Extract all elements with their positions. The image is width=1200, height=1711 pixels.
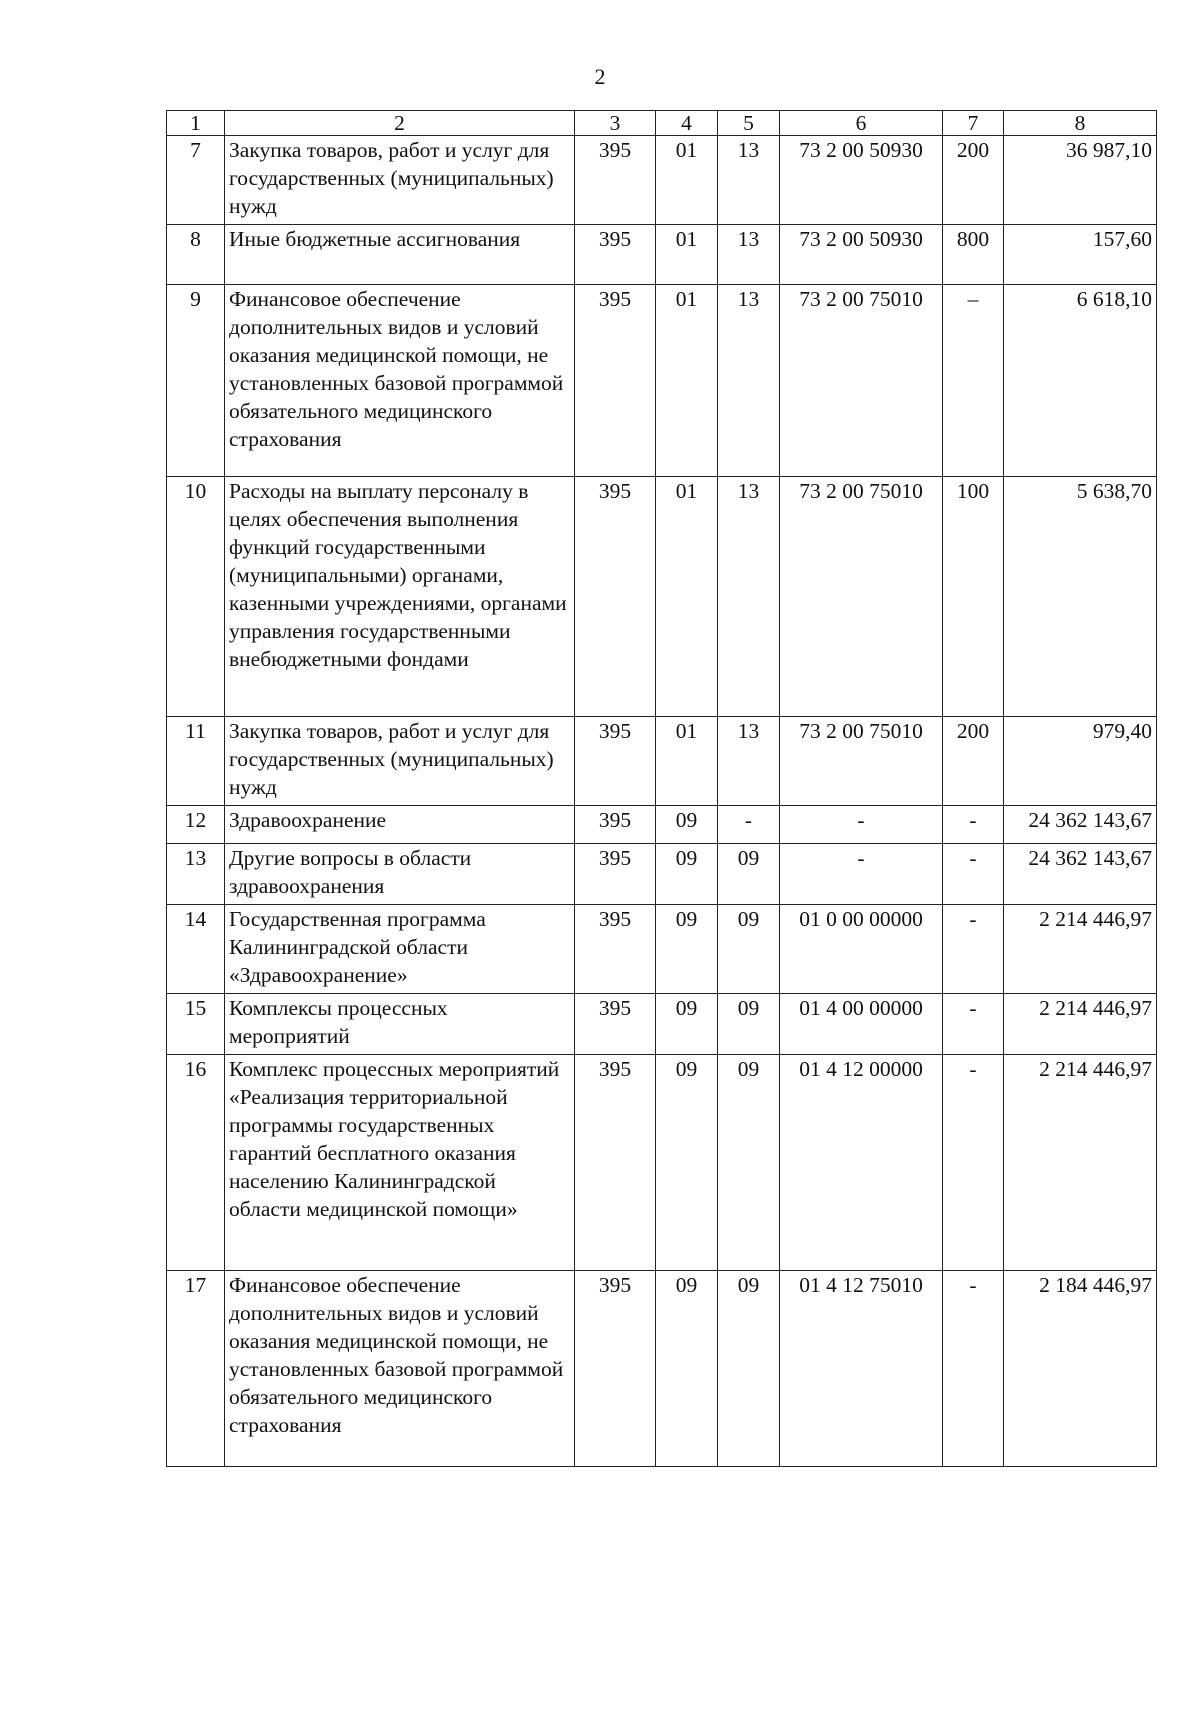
code-col-5: 09 (718, 844, 780, 905)
code-col-6: 01 0 00 00000 (780, 905, 943, 994)
item-name: Закупка товаров, работ и услуг для государственных (муниципальных) нужд (225, 717, 575, 806)
code-col-5: 13 (718, 136, 780, 225)
code-col-6: 73 2 00 75010 (780, 477, 943, 717)
amount: 6 618,10 (1004, 285, 1157, 477)
row-number: 8 (167, 225, 225, 285)
code-col-6: 01 4 12 00000 (780, 1055, 943, 1271)
row-number: 13 (167, 844, 225, 905)
code-col-7: – (943, 285, 1004, 477)
col-header-4: 4 (656, 111, 718, 136)
row-number: 10 (167, 477, 225, 717)
item-name: Комплекс процессных мероприятий «Реализация территориальной программы государственных гарантий бесплатного оказания населению Калининградской области медицинской помощи» (225, 1055, 575, 1271)
amount: 979,40 (1004, 717, 1157, 806)
amount: 2 214 446,97 (1004, 905, 1157, 994)
code-col-7: - (943, 1055, 1004, 1271)
code-col-4: 01 (656, 136, 718, 225)
row-number: 14 (167, 905, 225, 994)
table-row (167, 905, 1157, 994)
code-col-6: 01 4 12 75010 (780, 1271, 943, 1467)
code-col-7: - (943, 806, 1004, 844)
item-name: Финансовое обеспечение дополнительных видов и условий оказания медицинской помощи, не установленных базовой программой обязательного медицинского страхования (225, 1271, 575, 1467)
table-row (167, 806, 1157, 844)
row-number: 17 (167, 1271, 225, 1467)
row-number: 11 (167, 717, 225, 806)
item-name: Комплексы процессных мероприятий (225, 994, 575, 1055)
amount: 5 638,70 (1004, 477, 1157, 717)
table-row (167, 225, 1157, 285)
code-col-4: 09 (656, 1271, 718, 1467)
header-row (167, 111, 1157, 136)
col-header-2: 2 (225, 111, 575, 136)
row-number: 12 (167, 806, 225, 844)
code-col-3: 395 (575, 905, 656, 994)
code-col-4: 09 (656, 844, 718, 905)
table-row (167, 1271, 1157, 1467)
amount: 24 362 143,67 (1004, 844, 1157, 905)
code-col-5: 09 (718, 1271, 780, 1467)
code-col-6: 73 2 00 50930 (780, 225, 943, 285)
code-col-6: 73 2 00 75010 (780, 285, 943, 477)
code-col-4: 01 (656, 477, 718, 717)
item-name: Расходы на выплату персоналу в целях обеспечения выполнения функций государственными (муниципальными) органами, казенными учреждениями, органами управления государственными внебюджетными фондами (225, 477, 575, 717)
code-col-5: 09 (718, 905, 780, 994)
amount: 2 214 446,97 (1004, 1055, 1157, 1271)
col-header-8: 8 (1004, 111, 1157, 136)
code-col-7: 100 (943, 477, 1004, 717)
code-col-3: 395 (575, 285, 656, 477)
amount: 2 184 446,97 (1004, 1271, 1157, 1467)
code-col-4: 09 (656, 994, 718, 1055)
code-col-5: 09 (718, 994, 780, 1055)
code-col-3: 395 (575, 136, 656, 225)
item-name: Здравоохранение (225, 806, 575, 844)
table-row (167, 717, 1157, 806)
col-header-1: 1 (167, 111, 225, 136)
code-col-4: 09 (656, 1055, 718, 1271)
col-header-5: 5 (718, 111, 780, 136)
budget-table (166, 110, 1157, 1467)
code-col-6: 73 2 00 75010 (780, 717, 943, 806)
row-number: 15 (167, 994, 225, 1055)
table-row (167, 1055, 1157, 1271)
code-col-7: 800 (943, 225, 1004, 285)
amount: 157,60 (1004, 225, 1157, 285)
code-col-5: 13 (718, 477, 780, 717)
code-col-7: - (943, 1271, 1004, 1467)
code-col-5: 13 (718, 285, 780, 477)
code-col-5: 13 (718, 717, 780, 806)
code-col-3: 395 (575, 806, 656, 844)
item-name: Финансовое обеспечение дополнительных видов и условий оказания медицинской помощи, не установленных базовой программой обязательного медицинского страхования (225, 285, 575, 477)
amount: 36 987,10 (1004, 136, 1157, 225)
code-col-4: 09 (656, 905, 718, 994)
row-number: 9 (167, 285, 225, 477)
code-col-4: 01 (656, 717, 718, 806)
code-col-3: 395 (575, 994, 656, 1055)
col-header-7: 7 (943, 111, 1004, 136)
code-col-6: 73 2 00 50930 (780, 136, 943, 225)
amount: 24 362 143,67 (1004, 806, 1157, 844)
table-row (167, 994, 1157, 1055)
code-col-7: - (943, 905, 1004, 994)
table-row (167, 844, 1157, 905)
item-name: Иные бюджетные ассигнования (225, 225, 575, 285)
item-name: Государственная программа Калининградской области «Здравоохранение» (225, 905, 575, 994)
code-col-3: 395 (575, 844, 656, 905)
code-col-3: 395 (575, 225, 656, 285)
code-col-4: 09 (656, 806, 718, 844)
col-header-3: 3 (575, 111, 656, 136)
item-name: Закупка товаров, работ и услуг для государственных (муниципальных) нужд (225, 136, 575, 225)
code-col-5: - (718, 806, 780, 844)
code-col-3: 395 (575, 477, 656, 717)
code-col-3: 395 (575, 1055, 656, 1271)
amount: 2 214 446,97 (1004, 994, 1157, 1055)
code-col-5: 09 (718, 1055, 780, 1271)
item-name: Другие вопросы в области здравоохранения (225, 844, 575, 905)
code-col-7: - (943, 994, 1004, 1055)
col-header-6: 6 (780, 111, 943, 136)
code-col-7: 200 (943, 717, 1004, 806)
row-number: 7 (167, 136, 225, 225)
code-col-4: 01 (656, 285, 718, 477)
page-number: 2 (594, 64, 606, 89)
code-col-7: - (943, 844, 1004, 905)
code-col-3: 395 (575, 717, 656, 806)
code-col-5: 13 (718, 225, 780, 285)
code-col-3: 395 (575, 1271, 656, 1467)
code-col-7: 200 (943, 136, 1004, 225)
table-row (167, 285, 1157, 477)
code-col-6: - (780, 844, 943, 905)
code-col-6: 01 4 00 00000 (780, 994, 943, 1055)
row-number: 16 (167, 1055, 225, 1271)
code-col-6: - (780, 806, 943, 844)
code-col-4: 01 (656, 225, 718, 285)
table-row (167, 136, 1157, 225)
table-row (167, 477, 1157, 717)
